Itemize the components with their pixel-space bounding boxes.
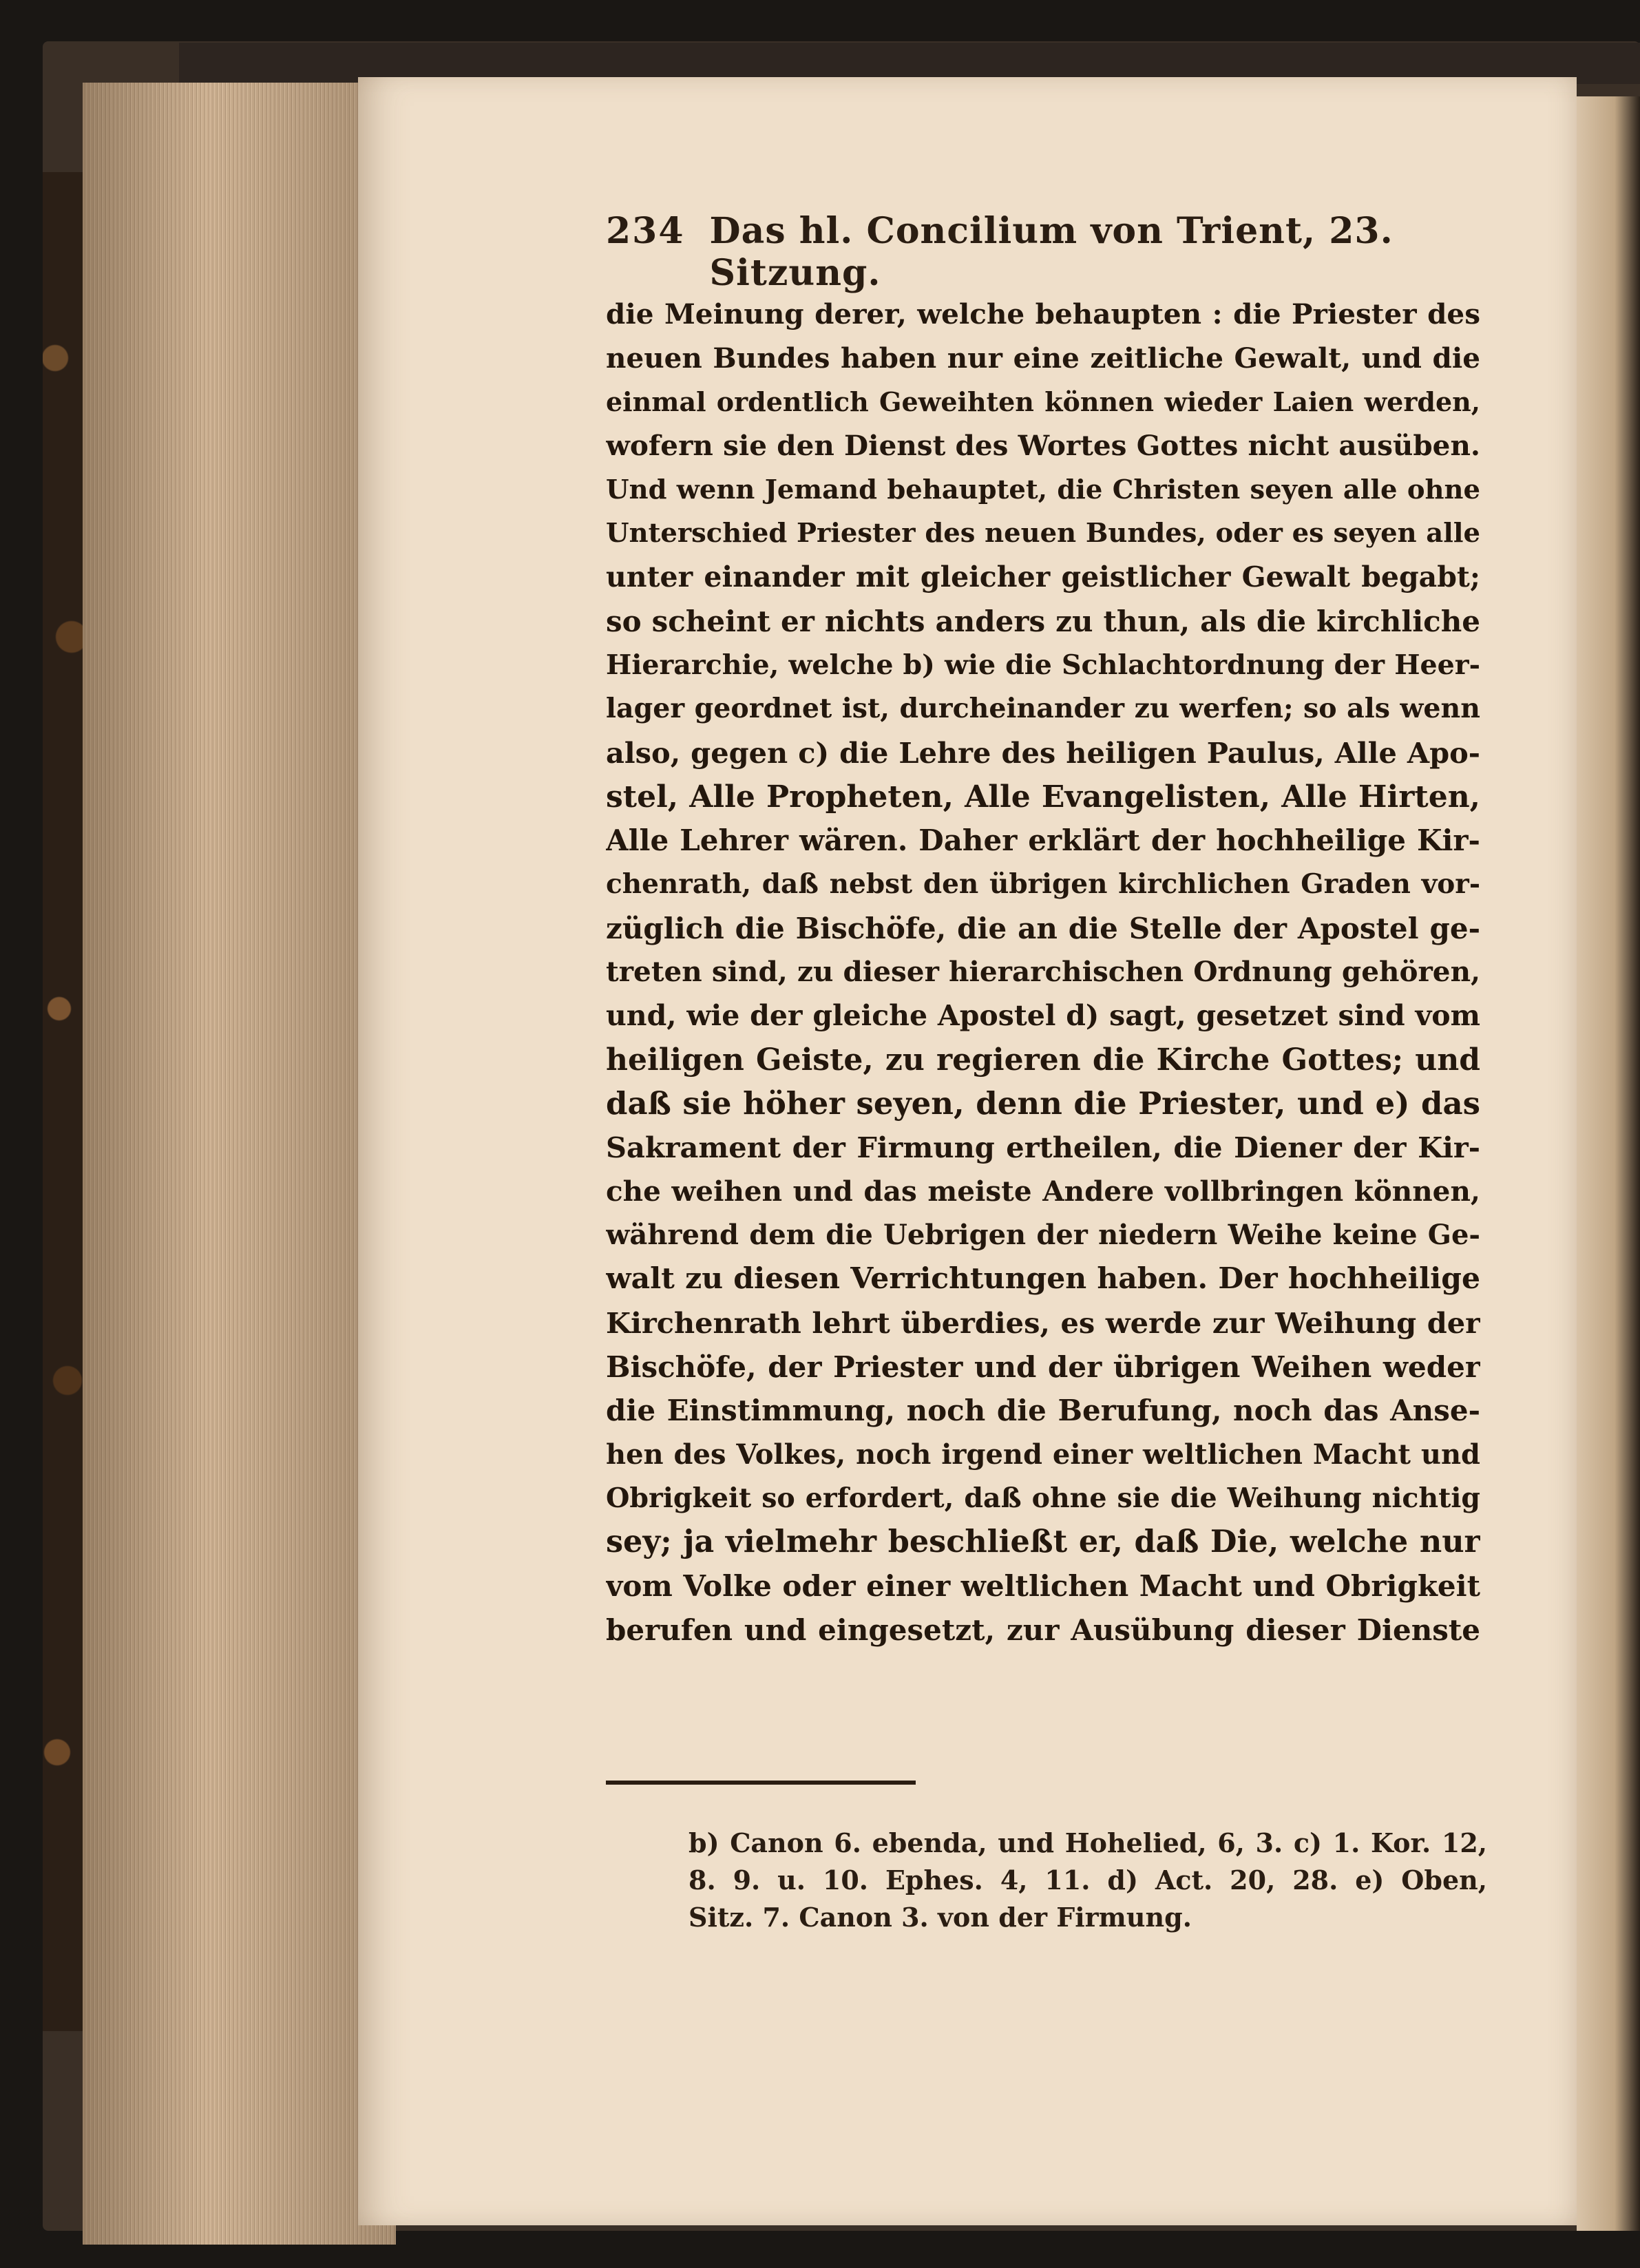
body-line: vom Volke oder einer weltlichen Macht und Obrigkeit xyxy=(606,1568,1480,1603)
body-text xyxy=(606,293,1480,1652)
body-line: walt zu diesen Verrichtungen haben. Der hochheilige xyxy=(606,1261,1480,1296)
footnote-line: b) Canon 6. ebenda, und Hohelied, 6, 3. c) 1. Kor. 12, xyxy=(688,1827,1487,1858)
body-line: treten sind, zu dieser hierarchischen Ordnung gehören, xyxy=(606,955,1480,989)
body-line: einmal ordentlich Geweihten können wieder Laien werden, xyxy=(606,386,1480,418)
running-title: Das hl. Concilium von Trient, 23. Sitzung. xyxy=(709,210,1394,294)
body-line: chenrath, daß nebst den übrigen kirchlichen Graden vor- xyxy=(606,868,1480,900)
footnote-line: Sitz. 7. Canon 3. von der Firmung. xyxy=(688,1902,1192,1933)
footnote-line: 8. 9. u. 10. Ephes. 4, 11. d) Act. 20, 28. e) Oben, xyxy=(688,1865,1487,1896)
body-line: heiligen Geiste, zu regieren die Kirche Gottes; und xyxy=(606,1042,1480,1078)
body-line: also, gegen c) die Lehre des heiligen Paulus, Alle Apo- xyxy=(606,735,1480,770)
right-page-edge xyxy=(1577,96,1640,2231)
body-line: stel, Alle Propheten, Alle Evangelisten, Alle Hirten, xyxy=(606,779,1480,815)
body-line: während dem die Uebrigen der niedern Weihe keine Ge- xyxy=(606,1219,1480,1252)
body-line: che weihen und das meiste Andere vollbringen können, xyxy=(606,1174,1480,1208)
footnotes xyxy=(688,1825,1487,1936)
body-line: Unterschied Priester des neuen Bundes, oder es seyen alle xyxy=(606,518,1480,549)
body-line: lager geordnet ist, durcheinander zu werfen; so als wenn xyxy=(606,693,1480,725)
page-number: 234 xyxy=(606,210,685,252)
body-line: und, wie der gleiche Apostel d) sagt, gesetzet sind vom xyxy=(606,999,1480,1032)
body-line: Hierarchie, welche b) wie die Schlachtordnung der Heer- xyxy=(606,649,1480,681)
marbled-cover-edge xyxy=(43,172,84,2031)
body-line: sey; ja vielmehr beschließt er, daß Die, welche nur xyxy=(606,1524,1480,1560)
body-line: neuen Bundes haben nur eine zeitliche Gewalt, und die xyxy=(606,341,1480,375)
body-line: züglich die Bischöfe, die an die Stelle der Apostel ge- xyxy=(606,911,1480,945)
body-line: Sakrament der Firmung ertheilen, die Diener der Kir- xyxy=(606,1131,1480,1165)
body-line: Bischöfe, der Priester und der übrigen Weihen weder xyxy=(606,1350,1480,1384)
body-line: Kirchenrath lehrt überdies, es werde zur Weihung der xyxy=(606,1305,1480,1340)
body-line: Und wenn Jemand behauptet, die Christen seyen alle ohne xyxy=(606,474,1480,505)
body-line: die Meinung derer, welche behaupten : die Priester des xyxy=(606,297,1480,330)
body-line: daß sie höher seyen, denn die Priester, und e) das xyxy=(606,1085,1480,1122)
body-line: Alle Lehrer wären. Daher erklärt der hochheilige Kir- xyxy=(606,823,1480,858)
body-line: unter einander mit gleicher geistlicher Gewalt begabt; xyxy=(606,560,1480,594)
footnote-rule xyxy=(606,1781,916,1785)
body-line: berufen und eingesetzt, zur Ausübung dieser Dienste xyxy=(606,1613,1480,1647)
body-line: so scheint er nichts anders zu thun, als die kirchliche xyxy=(606,604,1480,638)
body-line: Obrigkeit so erfordert, daß ohne sie die Weihung nichtig xyxy=(606,1482,1480,1514)
page-edges-shade xyxy=(83,83,396,2245)
running-header xyxy=(606,210,1453,294)
body-line: die Einstimmung, noch die Berufung, noch das Anse- xyxy=(606,1394,1480,1428)
body-line: wofern sie den Dienst des Wortes Gottes nicht ausüben. xyxy=(606,429,1480,463)
body-line: hen des Volkes, noch irgend einer weltlichen Macht und xyxy=(606,1438,1480,1471)
